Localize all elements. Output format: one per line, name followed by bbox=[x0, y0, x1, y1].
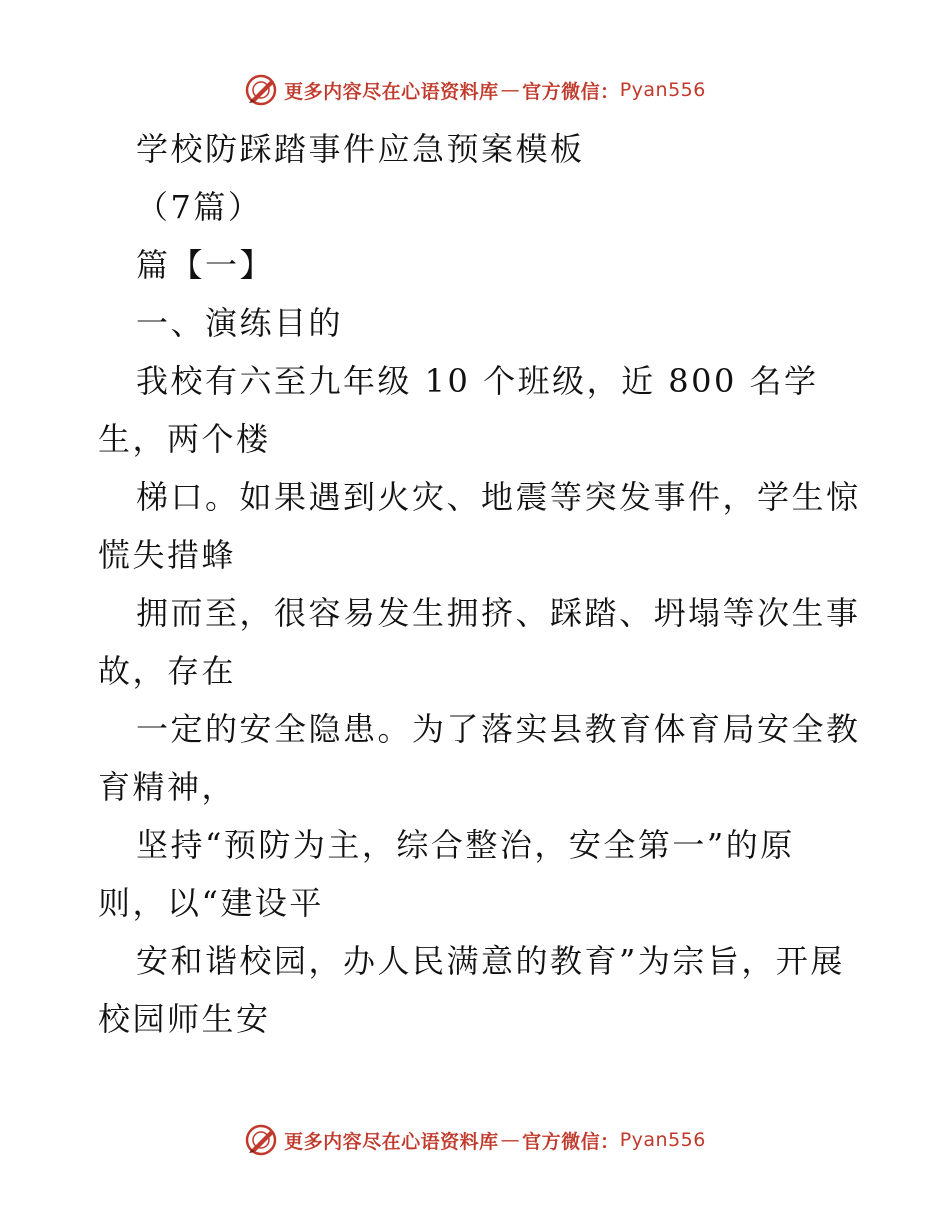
paragraph-line: 校园师生安 bbox=[98, 1000, 271, 1038]
document-body bbox=[98, 120, 861, 1048]
paragraph-line: 慌失措蜂 bbox=[98, 536, 237, 574]
paragraph-line: 育精神， bbox=[98, 768, 237, 806]
paragraph-line: 安和谐校园，办人民满意的教育”为宗旨，开展 bbox=[136, 942, 845, 980]
watermark-text: 更多内容尽在心语资料库 bbox=[284, 1130, 499, 1153]
header-watermark bbox=[0, 70, 950, 110]
paragraph-line: 则，以“建设平 bbox=[98, 884, 324, 922]
footer-watermark bbox=[0, 1120, 950, 1160]
document-subtitle: （7篇） bbox=[136, 188, 263, 226]
paragraph-line: 一定的安全隐患。为了落实县教育体育局安全教 bbox=[136, 710, 861, 748]
paragraph-line: 梯口。如果遇到火灾、地震等突发事件，学生惊 bbox=[136, 478, 861, 516]
paragraph-line: 故，存在 bbox=[98, 652, 237, 690]
document-title: 学校防踩踏事件应急预案模板 bbox=[136, 130, 585, 168]
watermark-separator: — bbox=[500, 1129, 521, 1151]
paragraph-line: 我校有六至九年级 10 个班级，近 800 名学 bbox=[136, 362, 819, 400]
watermark-wechat-label: 官方微信： bbox=[522, 80, 620, 103]
watermark-text: 更多内容尽在心语资料库 bbox=[284, 80, 499, 103]
watermark-wechat-label: 官方微信： bbox=[522, 1130, 620, 1153]
pen-logo-icon bbox=[244, 73, 278, 107]
paragraph-line: 坚持“预防为主，综合整治，安全第一”的原 bbox=[136, 826, 795, 864]
paragraph-line: 拥而至，很容易发生拥挤、踩踏、坍塌等次生事 bbox=[136, 594, 861, 632]
section-heading: 篇【一】 bbox=[136, 246, 275, 284]
watermark-handle: Pyan556 bbox=[619, 79, 706, 101]
paragraph-line: 生，两个楼 bbox=[98, 420, 271, 458]
watermark-separator: — bbox=[500, 79, 521, 101]
watermark-handle: Pyan556 bbox=[619, 1129, 706, 1151]
subsection-heading: 一、演练目的 bbox=[136, 304, 344, 342]
pen-logo-icon bbox=[244, 1123, 278, 1157]
